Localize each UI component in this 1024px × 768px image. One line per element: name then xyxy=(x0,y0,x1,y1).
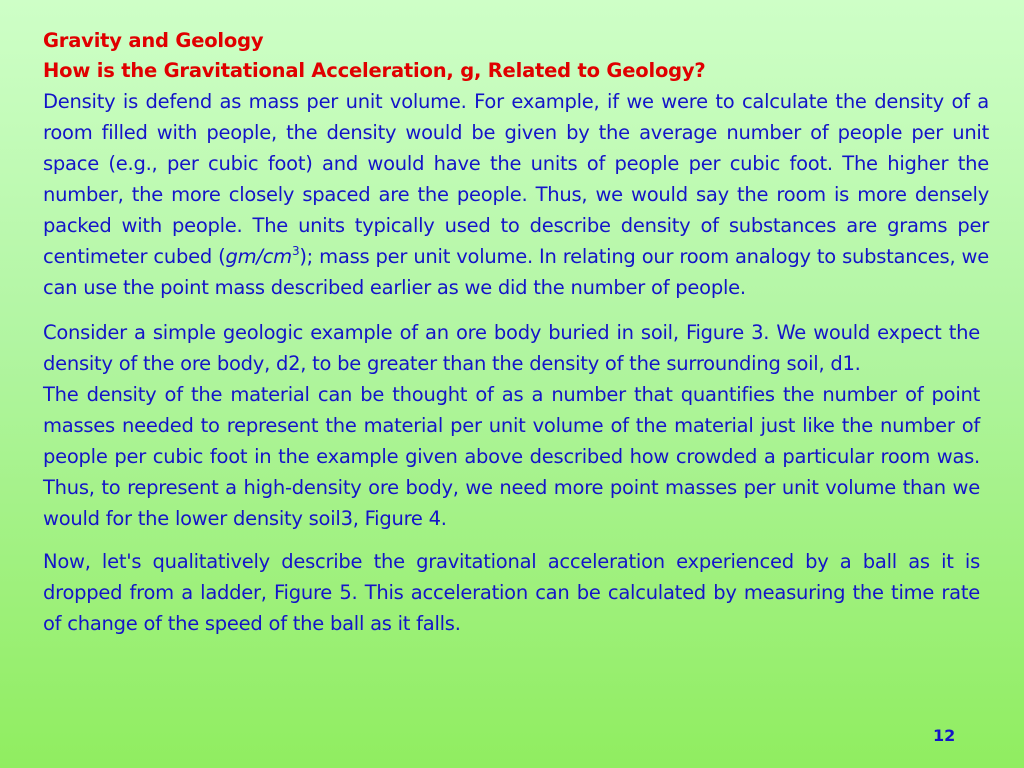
slide-title: Gravity and Geology xyxy=(43,29,264,52)
paragraph-point-masses: The density of the material can be thought of as a number that quantifies the number of point masses needed to represent the material per unit volume of the material just like the number of people per cubic foot in the example given above described how crowded a particular room was. Thus, to represent a high-density ore body, we need more point masses per unit volume than we would for the lower density soil3, Figure 4. xyxy=(43,383,980,530)
slide-content xyxy=(43,26,989,639)
density-unit xyxy=(226,245,300,268)
paragraph-falling-ball: Now, let's qualitatively describe the gravitational acceleration experienced by a ball as it is dropped from a ladder, Figure 5. This acceleration can be calculated by measuring the time rate of change of the speed of the ball as it falls. xyxy=(43,550,980,635)
unit-exponent: 3 xyxy=(291,244,300,258)
slide-subtitle: How is the Gravitational Acceleration, g, Related to Geology? xyxy=(43,59,706,82)
page-number: 12 xyxy=(933,726,956,745)
paragraph-ore-body-example: Consider a simple geologic example of an ore body buried in soil, Figure 3. We would expect the density of the ore body, d2, to be greater than the density of the surrounding soil, d1. xyxy=(43,321,980,375)
unit-text: gm/cm xyxy=(225,245,292,268)
paragraph-text: Density is defend as mass per unit volume. For example, if we were to calculate the density of a room filled with people, the density would be given by the average number of people per unit space (e.g., per cubic foot) and would have the units of people per cubic foot. The higher the number, the more closely spaced are the people. Thus, we would say the room is more densely packed with people. The units typically used to describe density of substances are grams per centimeter cubed ( xyxy=(43,90,989,268)
paragraph-density-definition xyxy=(43,86,989,303)
paragraph-text-continued: ); mass per unit volume. In relating our room analogy to substances, we can use the point mass described earlier as we did the number of people. xyxy=(43,245,989,299)
